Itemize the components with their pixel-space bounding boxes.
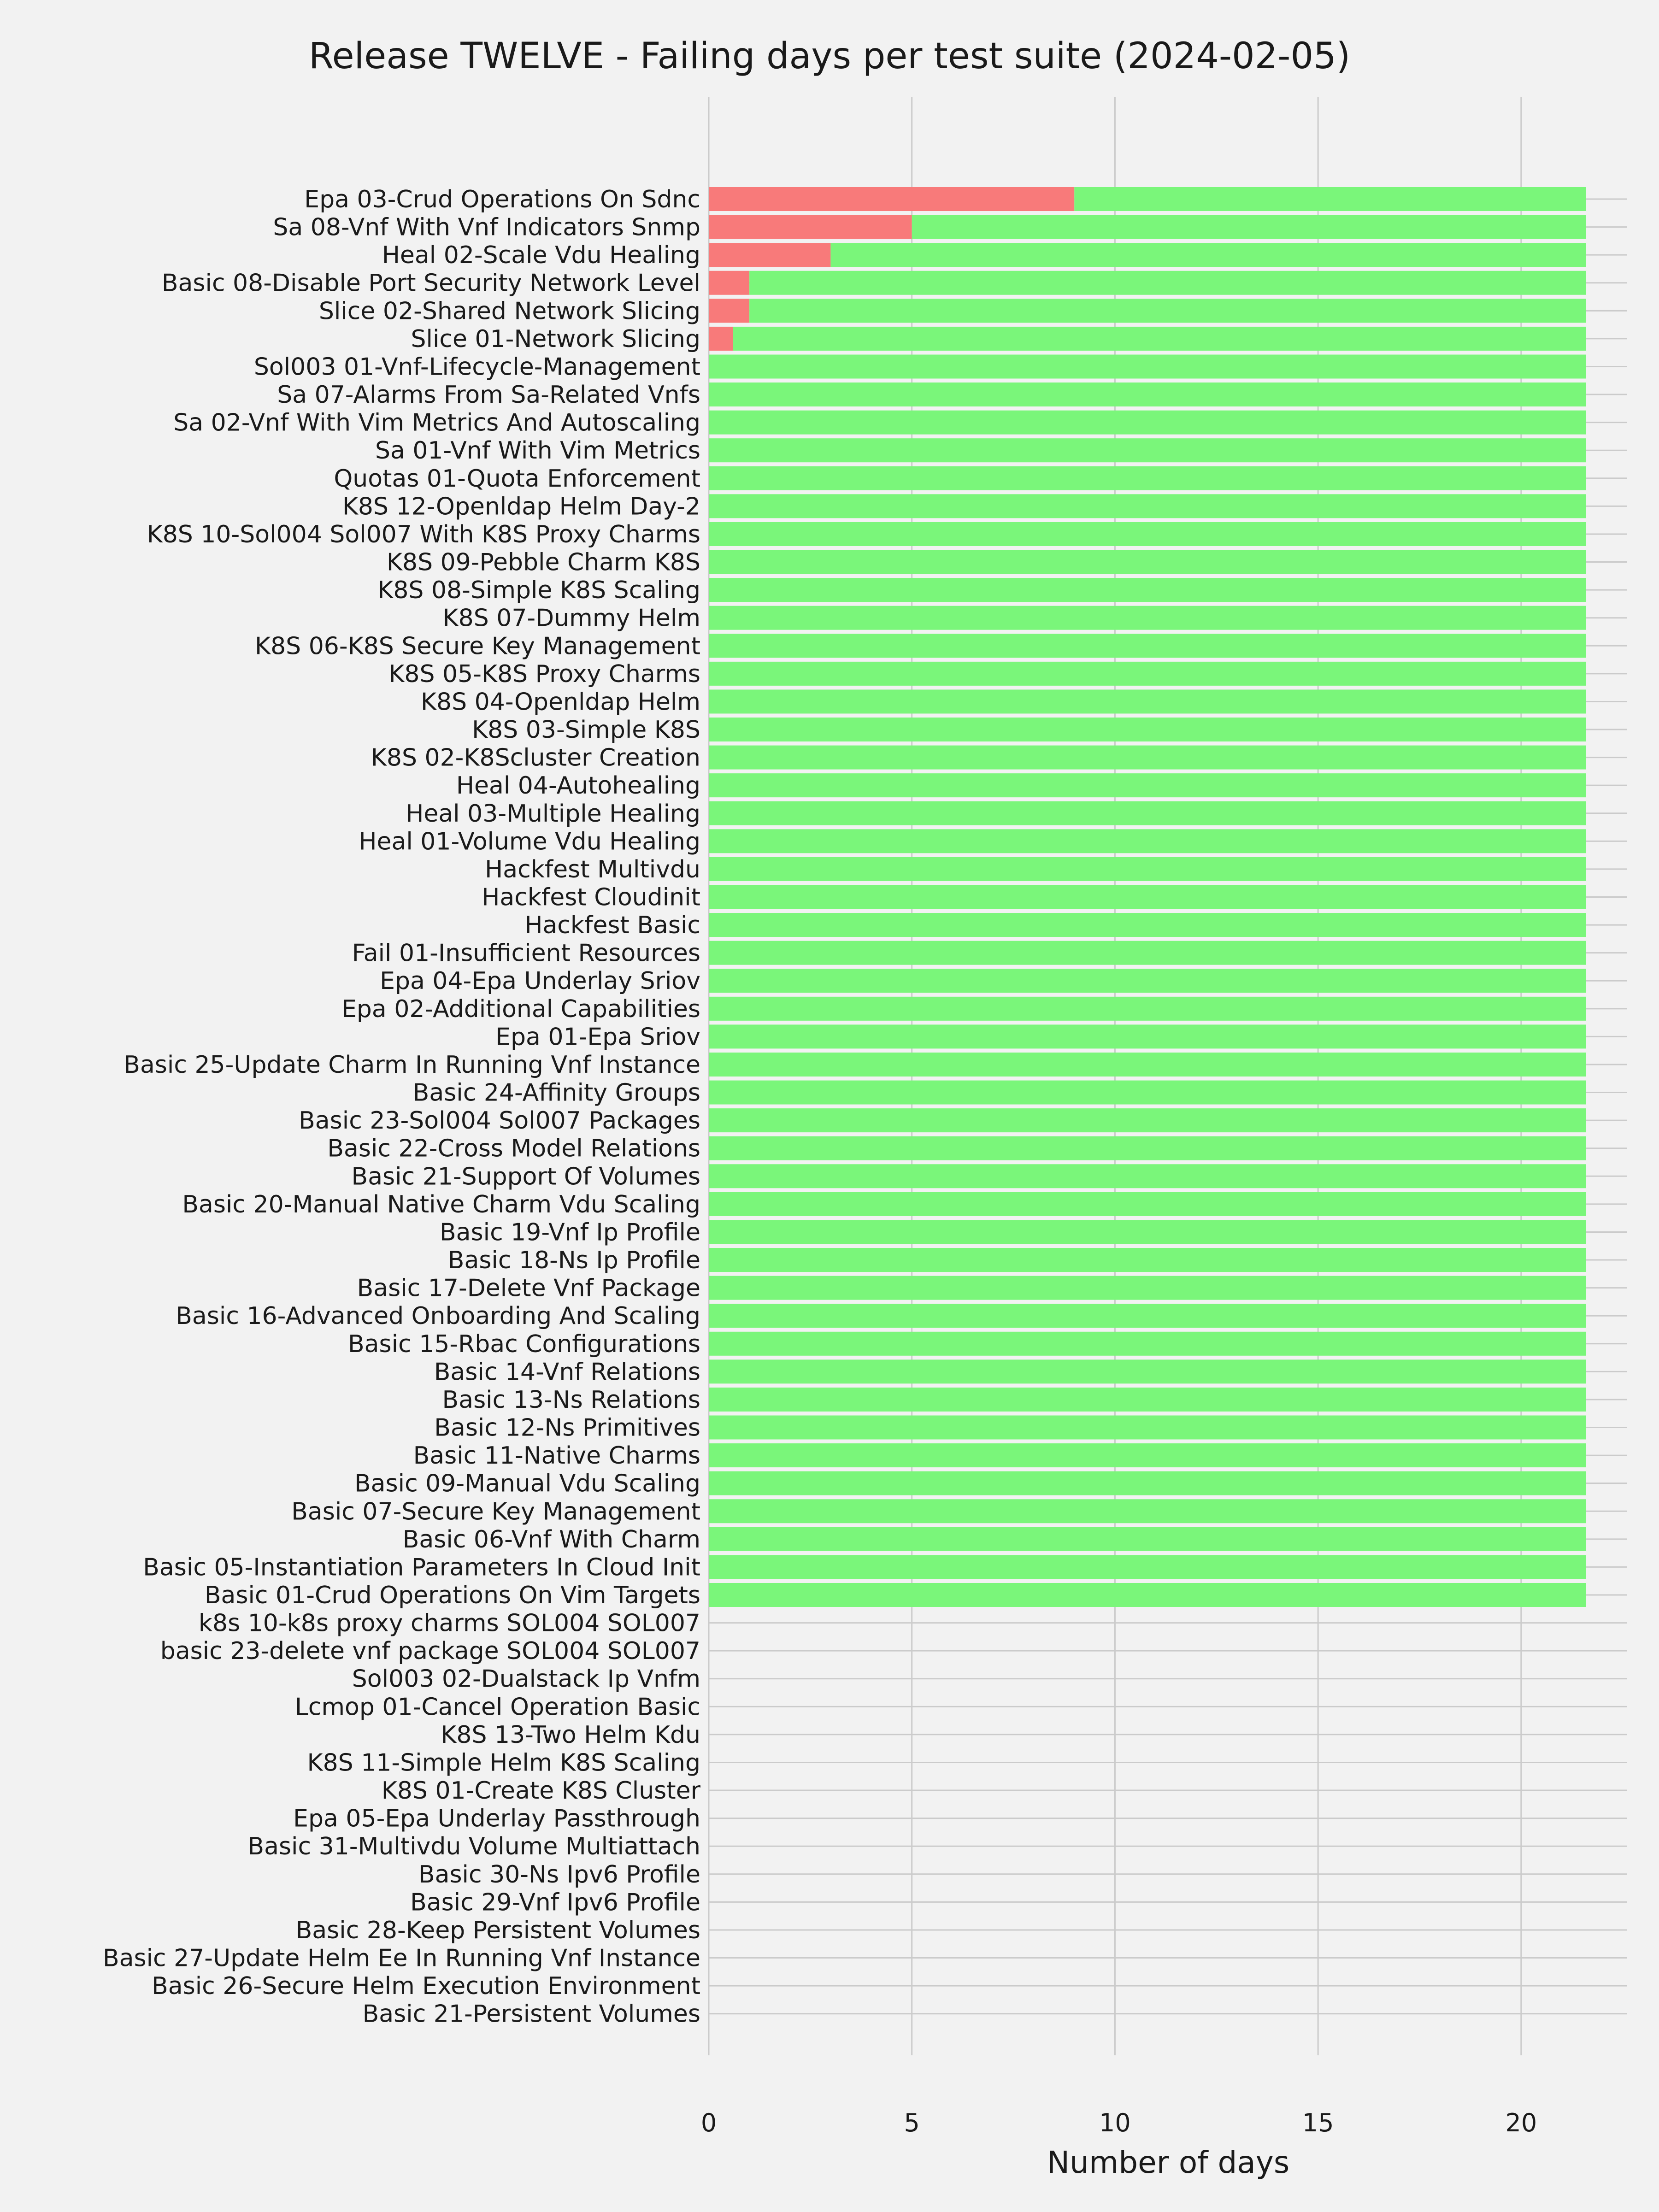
bar-passing: [912, 215, 1586, 239]
bar-passing: [733, 327, 1586, 351]
bar-passing: [709, 1220, 1586, 1244]
x-tick-label: 0: [700, 2108, 717, 2137]
bar-passing: [709, 1304, 1586, 1328]
bar-passing: [709, 1388, 1586, 1412]
bar-passing: [709, 550, 1586, 574]
y-tick-label: Epa 04-Epa Underlay Sriov: [380, 967, 700, 995]
bar-passing: [709, 634, 1586, 658]
y-tick-label: Basic 15-Rbac Configurations: [348, 1330, 700, 1358]
bar-passing: [709, 1471, 1586, 1495]
bar-passing: [709, 689, 1586, 713]
y-tick-label: K8S 12-Openldap Helm Day-2: [342, 493, 700, 521]
bar-passing: [709, 1527, 1586, 1551]
bar-passing: [709, 857, 1586, 881]
bar-passing: [709, 1164, 1586, 1188]
y-tick-label: K8S 10-Sol004 Sol007 With K8S Proxy Charms: [147, 520, 700, 548]
y-tick-label: K8S 09-Pebble Charm K8S: [386, 548, 700, 577]
y-tick-label: Basic 26-Secure Helm Execution Environment: [152, 1972, 700, 2000]
y-tick-label: K8S 02-K8Scluster Creation: [371, 744, 700, 772]
bar-passing: [709, 1276, 1586, 1300]
bar-passing: [709, 382, 1586, 406]
y-tick-label: Heal 03-Multiple Healing: [406, 800, 700, 828]
bar-passing: [709, 1081, 1586, 1105]
y-tick-label: Hackfest Multivdu: [485, 855, 700, 883]
y-tick-label: Sol003 01-Vnf-Lifecycle-Management: [253, 353, 700, 381]
bar-passing: [709, 829, 1586, 853]
y-tick-label: Lcmop 01-Cancel Operation Basic: [294, 1693, 700, 1721]
y-tick-label: K8S 05-K8S Proxy Charms: [388, 660, 700, 688]
bar-passing: [709, 1192, 1586, 1216]
bar-passing: [709, 1108, 1586, 1132]
bar-failing: [709, 299, 749, 323]
y-tick-label: Sol003 02-Dualstack Ip Vnfm: [352, 1665, 700, 1693]
y-tick-label: Basic 28-Keep Persistent Volumes: [295, 1916, 700, 1944]
y-tick-label: basic 23-delete vnf package SOL004 SOL007: [160, 1637, 700, 1665]
bar-passing: [709, 1248, 1586, 1272]
y-tick-label: Basic 31-Multivdu Volume Multiattach: [247, 1833, 700, 1861]
bar-passing: [709, 773, 1586, 797]
bar-passing: [709, 1555, 1586, 1579]
bar-passing: [709, 662, 1586, 686]
y-tick-label: K8S 01-Create K8S Cluster: [381, 1777, 700, 1805]
y-tick-label: Quotas 01-Quota Enforcement: [334, 465, 700, 493]
y-tick-label: Basic 05-Instantiation Parameters In Cloud Init: [143, 1553, 700, 1582]
bar-passing: [709, 1332, 1586, 1356]
bar-passing: [830, 243, 1586, 267]
bar-passing: [709, 885, 1586, 909]
y-tick-label: Slice 01-Network Slicing: [411, 325, 700, 353]
bar-passing: [1074, 187, 1586, 211]
bar-failing: [709, 243, 830, 267]
y-tick-label: K8S 11-Simple Helm K8S Scaling: [307, 1749, 700, 1777]
y-tick-label: Sa 02-Vnf With Vim Metrics And Autoscaling: [173, 409, 700, 437]
bar-passing: [709, 746, 1586, 770]
y-tick-label: Basic 24-Affinity Groups: [412, 1079, 700, 1107]
y-tick-label: Basic 11-Native Charms: [413, 1442, 700, 1470]
y-tick-label: Basic 16-Advanced Onboarding And Scaling: [176, 1302, 700, 1330]
bar-passing: [709, 606, 1586, 630]
bar-passing: [749, 299, 1586, 323]
y-tick-label: Basic 23-Sol004 Sol007 Packages: [299, 1107, 700, 1135]
bar-passing: [709, 494, 1586, 518]
bar-passing: [709, 801, 1586, 825]
y-tick-label: K8S 08-Simple K8S Scaling: [377, 577, 700, 605]
y-tick-label: K8S 06-K8S Secure Key Management: [254, 632, 700, 660]
bar-passing: [709, 718, 1586, 741]
bar-passing: [709, 1583, 1586, 1607]
y-tick-label: Heal 02-Scale Vdu Healing: [382, 241, 700, 270]
y-tick-label: K8S 04-Openldap Helm: [420, 688, 700, 716]
chart-title: Release TWELVE - Failing days per test suite (2024-02-05): [308, 35, 1351, 77]
y-tick-label: Basic 14-Vnf Relations: [434, 1358, 700, 1386]
y-tick-label: k8s 10-k8s proxy charms SOL004 SOL007: [198, 1609, 700, 1637]
y-tick-label: K8S 13-Two Helm Kdu: [441, 1721, 700, 1749]
y-tick-label: Heal 01-Volume Vdu Healing: [359, 828, 700, 856]
bar-passing: [709, 1024, 1586, 1048]
bar-failing: [709, 187, 1074, 211]
y-tick-label: Epa 01-Epa Sriov: [495, 1023, 700, 1051]
y-tick-label: Epa 05-Epa Underlay Passthrough: [293, 1805, 700, 1833]
x-tick-label: 10: [1099, 2108, 1131, 2137]
bar-passing: [709, 1359, 1586, 1383]
bar-passing: [709, 941, 1586, 965]
y-tick-label: Basic 21-Support Of Volumes: [351, 1163, 700, 1191]
bar-passing: [709, 1136, 1586, 1160]
y-tick-label: Basic 22-Cross Model Relations: [327, 1135, 700, 1163]
bar-passing: [709, 997, 1586, 1021]
y-tick-label: Basic 01-Crud Operations On Vim Targets: [204, 1582, 700, 1609]
bar-passing: [709, 1443, 1586, 1467]
bar-passing: [709, 438, 1586, 462]
y-tick-label: Basic 29-Vnf Ipv6 Profile: [410, 1888, 700, 1917]
y-tick-label: Basic 30-Ns Ipv6 Profile: [418, 1860, 700, 1888]
y-tick-label: Basic 07-Secure Key Management: [291, 1498, 700, 1526]
bar-passing: [709, 466, 1586, 490]
y-tick-label: Sa 07-Alarms From Sa-Related Vnfs: [277, 381, 700, 409]
bar-passing: [749, 271, 1586, 295]
bar-failing: [709, 215, 912, 239]
y-tick-label: Hackfest Cloudinit: [482, 883, 700, 912]
bar-failing: [709, 327, 733, 351]
y-tick-label: Basic 09-Manual Vdu Scaling: [354, 1470, 700, 1498]
y-tick-label: Basic 19-Vnf Ip Profile: [439, 1218, 700, 1247]
bar-failing: [709, 271, 749, 295]
y-tick-label: Basic 17-Delete Vnf Package: [357, 1274, 700, 1302]
x-tick-label: 20: [1505, 2108, 1537, 2137]
y-tick-label: Basic 27-Update Helm Ee In Running Vnf Instance: [102, 1944, 700, 1972]
y-tick-label: Epa 03-Crud Operations On Sdnc: [304, 186, 700, 213]
y-tick-label: K8S 07-Dummy Helm: [442, 604, 700, 632]
y-tick-label: Fail 01-Insufficient Resources: [352, 939, 700, 967]
y-tick-label: Basic 18-Ns Ip Profile: [447, 1247, 700, 1275]
bar-passing: [709, 522, 1586, 546]
y-tick-label: Basic 21-Persistent Volumes: [362, 2000, 700, 2028]
y-tick-label: Basic 08-Disable Port Security Network Level: [161, 269, 700, 297]
y-tick-label: Basic 06-Vnf With Charm: [402, 1525, 700, 1553]
y-tick-label: K8S 03-Simple K8S: [472, 716, 700, 744]
x-axis-label: Number of days: [1047, 2145, 1290, 2180]
bars-group: [709, 187, 1586, 1607]
x-tick-label: 5: [904, 2108, 920, 2137]
y-tick-label: Basic 13-Ns Relations: [442, 1386, 700, 1414]
bar-passing: [709, 411, 1586, 435]
y-tick-label: Sa 08-Vnf With Vnf Indicators Snmp: [273, 213, 700, 241]
y-tick-label: Basic 20-Manual Native Charm Vdu Scaling: [182, 1190, 700, 1218]
bar-passing: [709, 354, 1586, 378]
bar-passing: [709, 1499, 1586, 1523]
y-tick-label: Basic 25-Update Charm In Running Vnf Instance: [124, 1051, 700, 1079]
bar-passing: [709, 1416, 1586, 1440]
bar-passing: [709, 1053, 1586, 1077]
bar-passing: [709, 578, 1586, 602]
y-tick-label: Slice 02-Shared Network Slicing: [318, 297, 700, 325]
y-tick-label: Heal 04-Autohealing: [456, 772, 700, 800]
bar-passing: [709, 969, 1586, 993]
y-tick-label: Sa 01-Vnf With Vim Metrics: [375, 437, 700, 465]
y-tick-label: Basic 12-Ns Primitives: [434, 1414, 700, 1442]
bar-passing: [709, 913, 1586, 937]
y-tick-label: Hackfest Basic: [524, 912, 700, 940]
y-tick-label: Epa 02-Additional Capabilities: [341, 995, 700, 1023]
x-tick-label: 15: [1302, 2108, 1334, 2137]
